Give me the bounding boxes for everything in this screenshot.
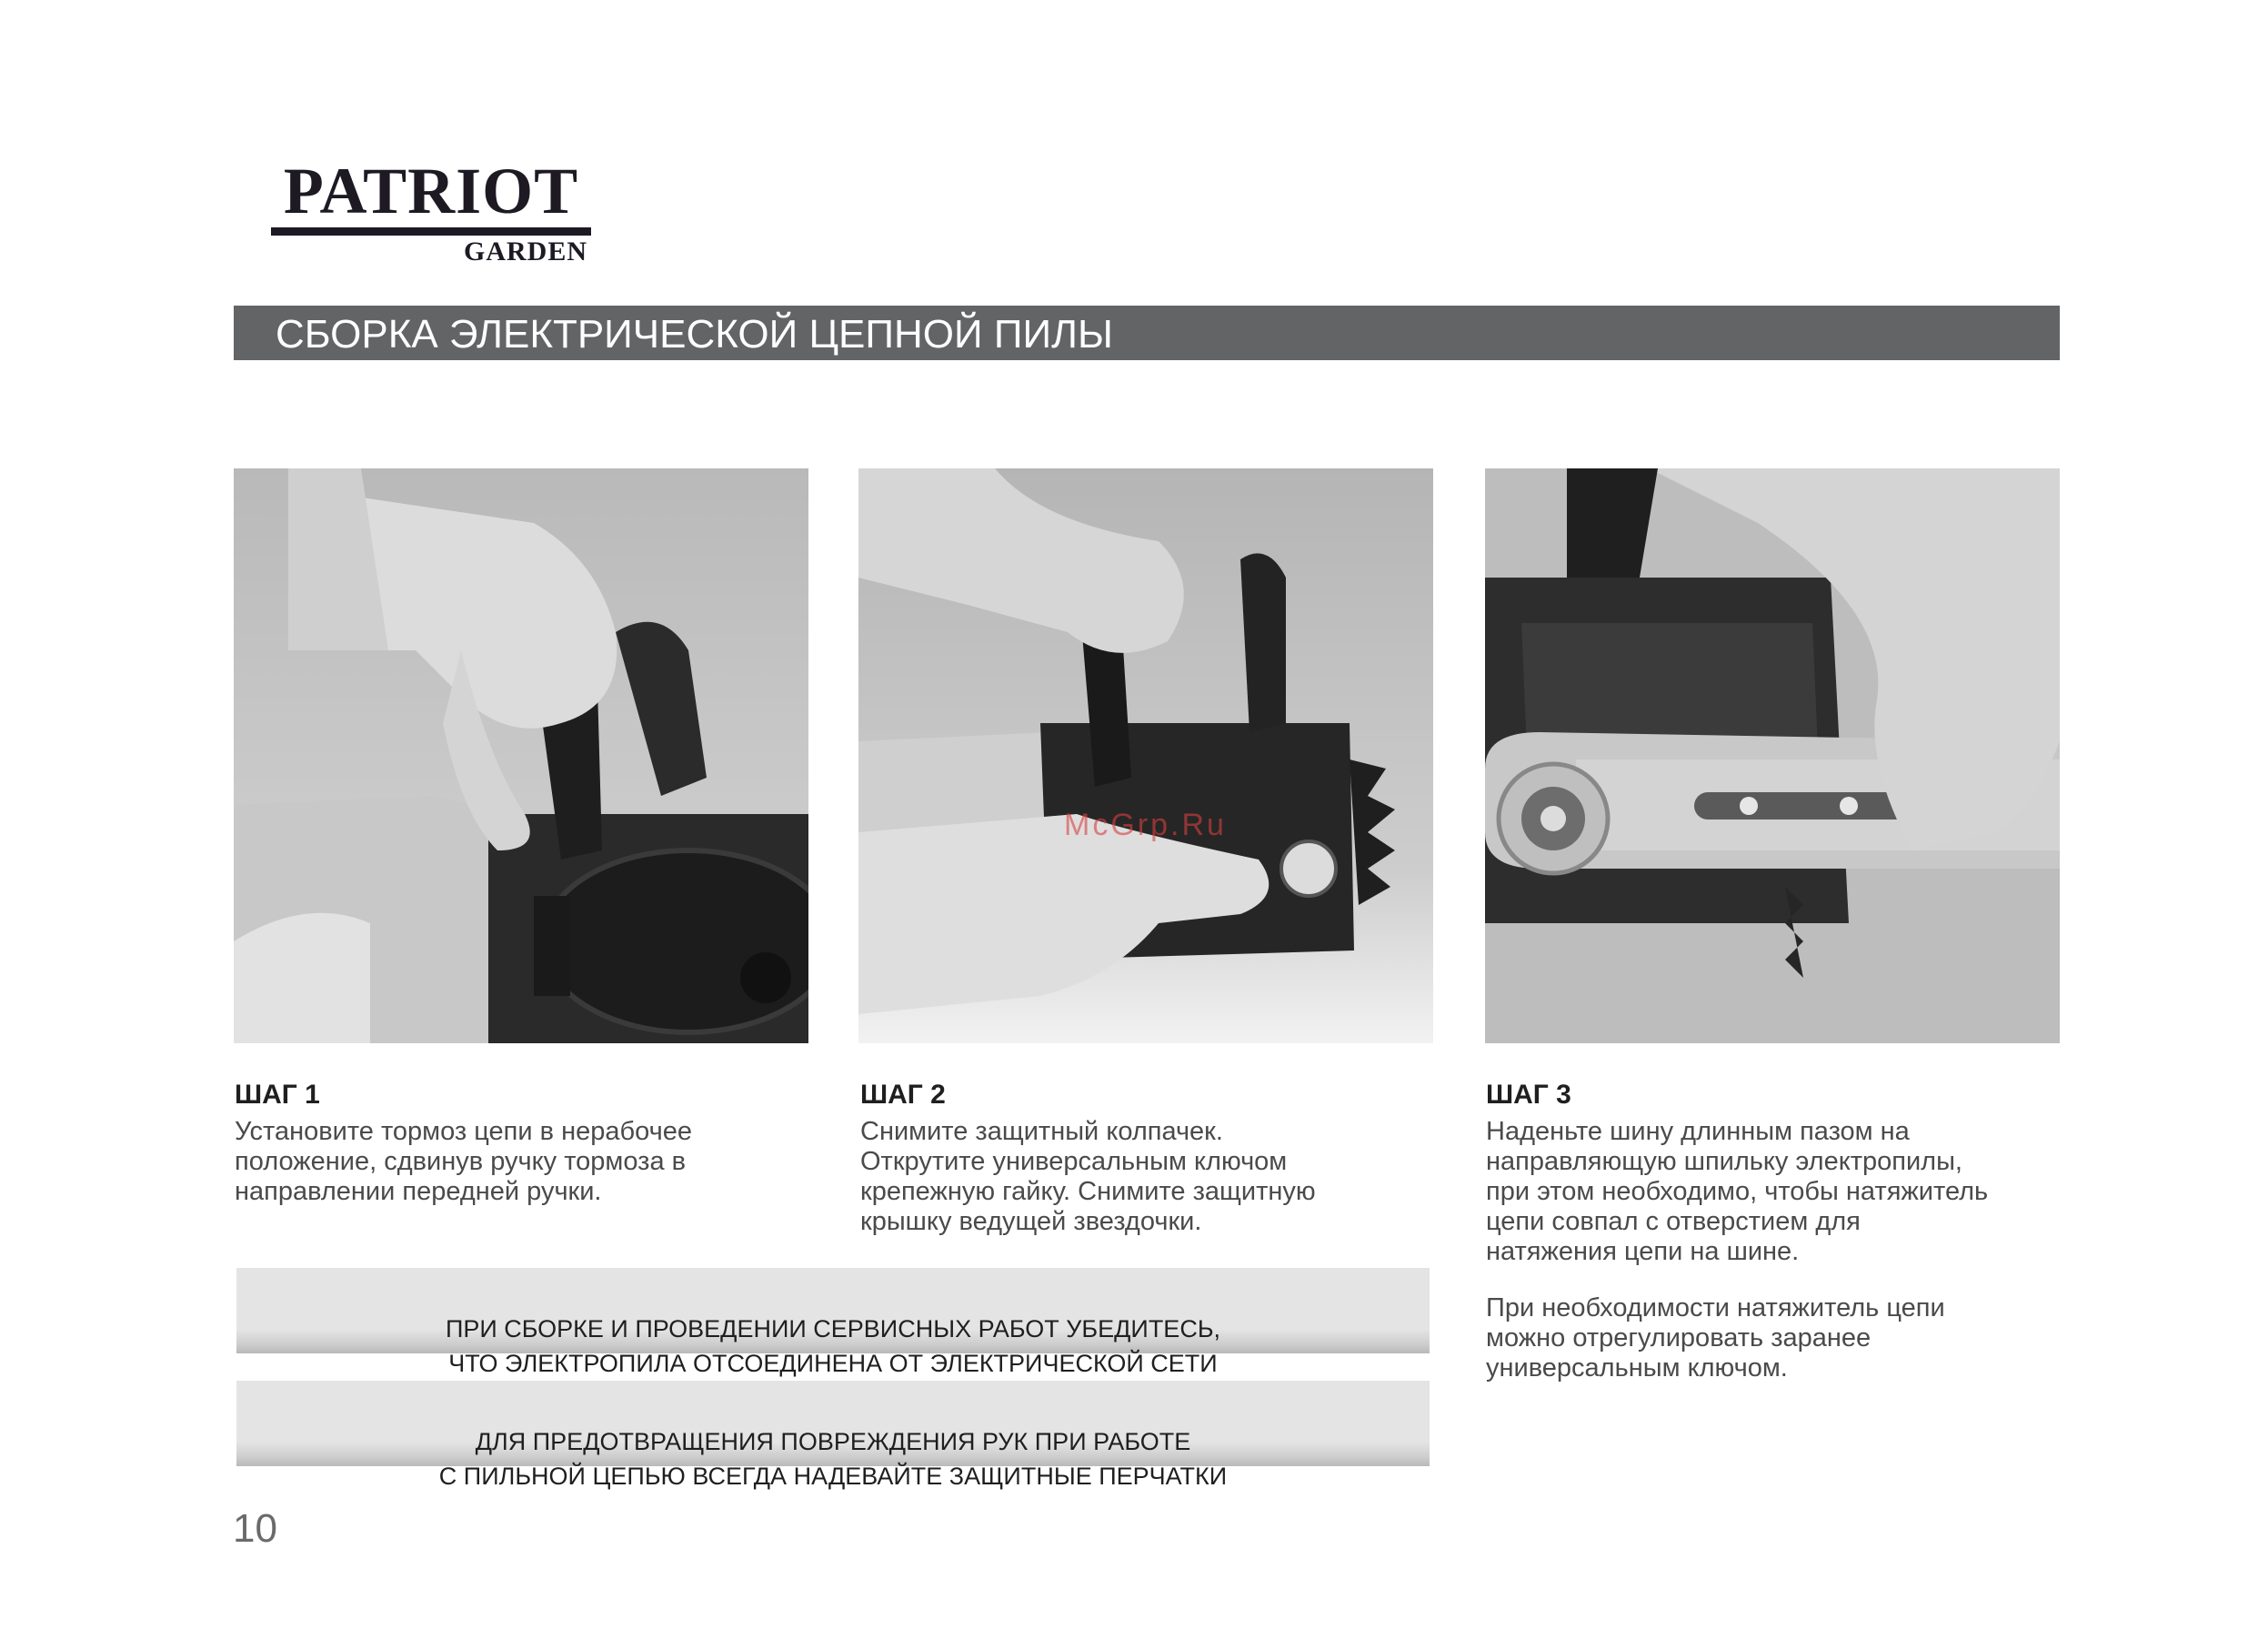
watermark: McGrp.Ru xyxy=(1064,808,1227,842)
section-title-bar xyxy=(234,306,2060,360)
step-1-text: Установите тормоз цепи в нерабочее положение, сдвинув ручку тормоза в направлении передней ручки. xyxy=(235,1117,692,1206)
step-2-text: Снимите защитный колпачек. Открутите универсальным ключом крепежную гайку. Снимите защитную крышку ведущей звездочки. xyxy=(860,1117,1316,1236)
warning-box-gloves xyxy=(236,1381,1430,1490)
brand-name: PATRIOT xyxy=(283,155,579,227)
warning-text-gloves: ДЛЯ ПРЕДОТВРАЩЕНИЯ ПОВРЕЖДЕНИЯ РУК ПРИ РАБОТЕ С ПИЛЬНОЙ ЦЕПЬЮ ВСЕГДА НАДЕВАЙТЕ ЗАЩИТНЫЕ ПЕРЧАТКИ xyxy=(438,1428,1228,1490)
step-2-heading: ШАГ 2 xyxy=(860,1080,946,1110)
step-2-photo xyxy=(858,468,1433,1043)
brand-logo xyxy=(271,156,591,275)
brand-underline xyxy=(271,227,591,236)
warning-box-power xyxy=(236,1268,1430,1377)
step-3-heading: ШАГ 3 xyxy=(1486,1080,1571,1110)
step-3-note: При необходимости натяжитель цепи можно отрегулировать заранее универсальным ключом. xyxy=(1486,1293,1945,1383)
page-number: 10 xyxy=(233,1506,277,1551)
brand-subtitle: GARDEN xyxy=(463,236,587,266)
warning-text-power: ПРИ СБОРКЕ И ПРОВЕДЕНИИ СЕРВИСНЫХ РАБОТ УБЕДИТЕСЬ, ЧТО ЭЛЕКТРОПИЛА ОТСОЕДИНЕНА ОТ ЭЛЕКТРИЧЕСКОЙ СЕТИ xyxy=(445,1315,1221,1377)
step-1-heading: ШАГ 1 xyxy=(235,1080,320,1110)
step-1-photo xyxy=(234,468,808,1043)
step-3-photo xyxy=(1485,468,2060,1043)
section-title: СБОРКА ЭЛЕКТРИЧЕСКОЙ ЦЕПНОЙ ПИЛЫ xyxy=(276,312,1113,357)
step-3-text: Наденьте шину длинным пазом на направляющую шпильку электропилы, при этом необходимо, чтобы натяжитель цепи совпал с отверстием для натяжения цепи на шине. xyxy=(1486,1117,1989,1266)
